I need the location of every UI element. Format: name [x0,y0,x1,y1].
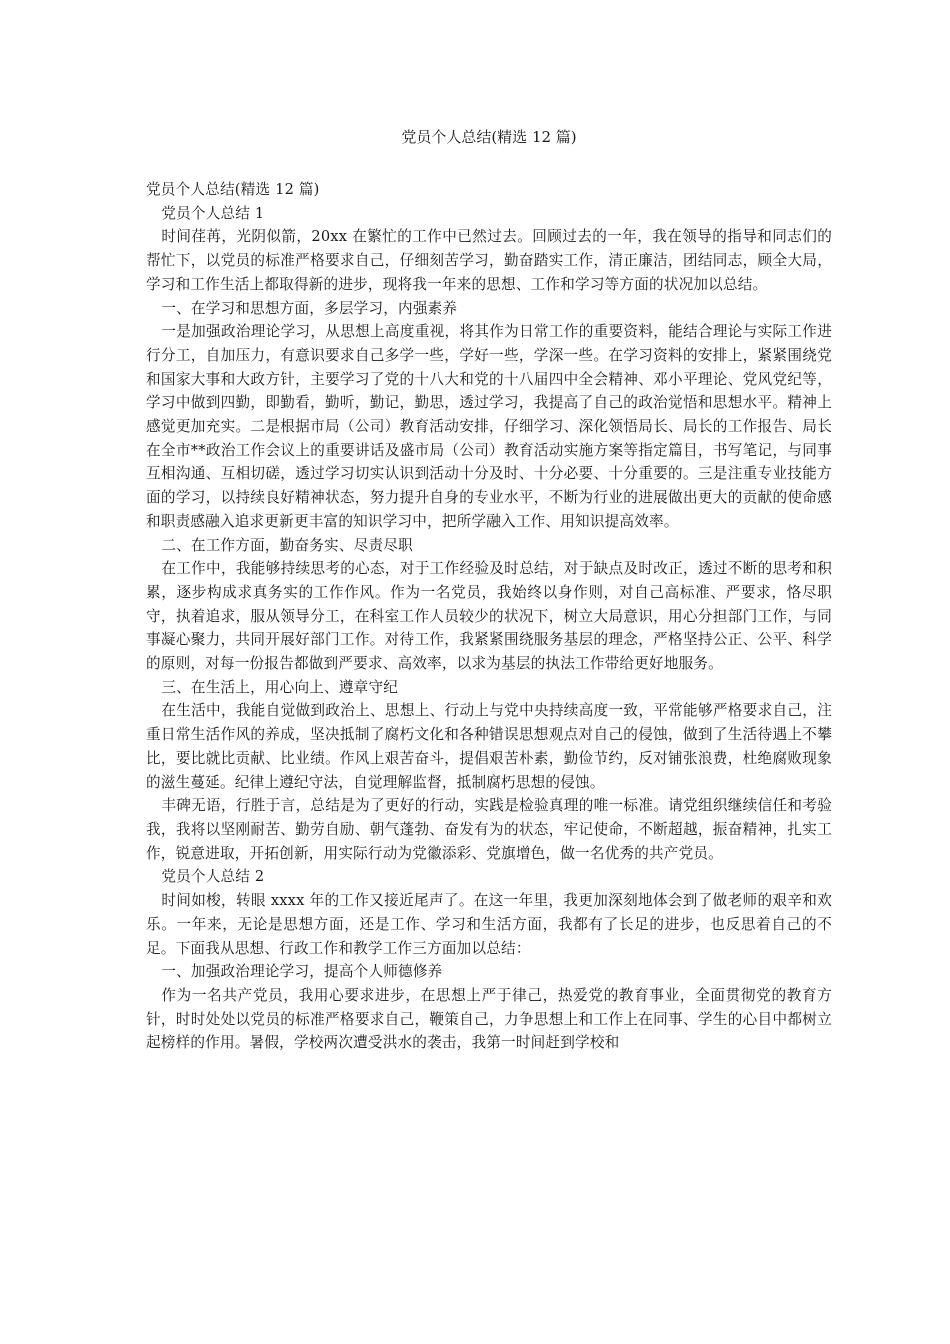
subsection-heading: 一、在学习和思想方面，多层学习，内强素养 [161,299,458,317]
paragraph: 在工作中，我能够持续思考的心态，对于工作经验及时总结，对于缺点及时改正，透过不断的思考和积累，逐步构成求真务实的工作作风。作为一名党员，我始终以身作则，对自己高标准、严要求，恪尽职守，执着追求，服从领导分工，在科室工作人员较少的状况下，树立大局意识，用心分担部门工作，与同事凝心聚力，共同开展好部门工作。对待工作，我紧紧围绕服务基层的理念，严格坚持公正、公平、科学的原则，对每一份报告都做到严要求、高效率，以求为基层的执法工作带给更好地服务。 [146,560,832,673]
section-heading-2: 党员个人总结 2 [161,868,265,886]
section-heading-1: 党员个人总结 1 [161,204,265,222]
body-heading: 党员个人总结(精选 12 篇) [146,181,320,198]
paragraph: 丰碑无语，行胜于言，总结是为了更好的行动，实践是检验真理的唯一标准。请党组织继续信任和考验我，我将以坚刚耐苦、勤劳自励、朝气蓬勃、奋发有为的状态，牢记使命，不断超越，振奋精神，扎实工作，锐意进取，开拓创新，用实际行动为党徽添彩、党旗增色，做一名优秀的共产党员。 [146,797,832,862]
paragraph: 时间荏苒，光阴似箭，20xx 在繁忙的工作中已然过去。回顾过去的一年，我在领导的指导和同志们的帮忙下，以党员的标准严格要求自己，仔细刻苦学习，勤奋踏实工作，清正廉洁，团结同志，顾全大局，学习和工作生活上都取得新的进步，现将我一年来的思想、工作和学习等方面的状况加以总结。 [146,228,832,293]
document-title: 党员个人总结(精选 12 篇) [401,128,577,146]
paragraph: 在生活中，我能自觉做到政治上、思想上、行动上与党中央持续高度一致，平常能够严格要求自己，注重日常生活作风的养成，坚决抵制了腐朽文化和各种错误思想观点对自己的侵蚀，做到了生活待遇上不攀比，要比就比贡献、比业绩。作风上艰苦奋斗，提倡艰苦朴素，勤俭节约，反对铺张浪费，杜绝腐败现象的滋生蔓延。纪律上遵纪守法，自觉理解监督，抵制腐朽思想的侵蚀。 [146,702,832,791]
document-body [146,178,832,1055]
subsection-heading: 二、在工作方面，勤奋务实、尽责尽职 [161,536,413,554]
paragraph: 一是加强政治理论学习，从思想上高度重视，将其作为日常工作的重要资料，能结合理论与实际工作进行分工，自加压力，有意识要求自己多学一些，学好一些，学深一些。在学习资料的安排上，紧紧围绕党和国家大事和大政方针，主要学习了党的十八大和党的十八届四中全会精神、邓小平理论、党风党纪等，学习中做到四勤，即勤看，勤听，勤记，勤思，透过学习，我提高了自己的政治觉悟和思想水平。精神上感觉更加充实。二是根据市局（公司）教育活动安排，仔细学习、深化领悟局长、局长的工作报告、局长在全市**政治工作会议上的重要讲话及盛市局（公司）教育活动实施方案等指定篇目，书写笔记，与同事互相沟通、互相切磋，透过学习切实认识到活动十分及时、十分必要、十分重要的。三是注重专业技能方面的学习，以持续良好精神状态，努力提升自身的专业水平，不断为行业的进展做出更大的贡献的使命感和职责感融入追求更新更丰富的知识学习中，把所学融入工作、用知识提高效率。 [146,323,832,530]
paragraph: 作为一名共产党员，我用心要求进步，在思想上严于律己，热爱党的教育事业，全面贯彻党的教育方针，时时处处以党员的标准严格要求自己，鞭策自己，力争思想上和工作上在同事、学生的心目中都树立起榜样的作用。暑假，学校两次遭受洪水的袭击，我第一时间赶到学校和 [146,986,832,1052]
paragraph: 时间如梭，转眼 xxxx 年的工作又接近尾声了。在这一年里，我更加深刻地体会到了做老师的艰辛和欢乐。一年来，无论是思想方面，还是工作、学习和生活方面，我都有了长足的进步，也反思着自己的不足。下面我从思想、行政工作和教学工作三方面加以总结： [146,892,832,957]
subsection-heading: 一、加强政治理论学习，提高个人师德修养 [161,963,443,981]
subsection-heading: 三、在生活上，用心向上、遵章守纪 [161,678,399,696]
